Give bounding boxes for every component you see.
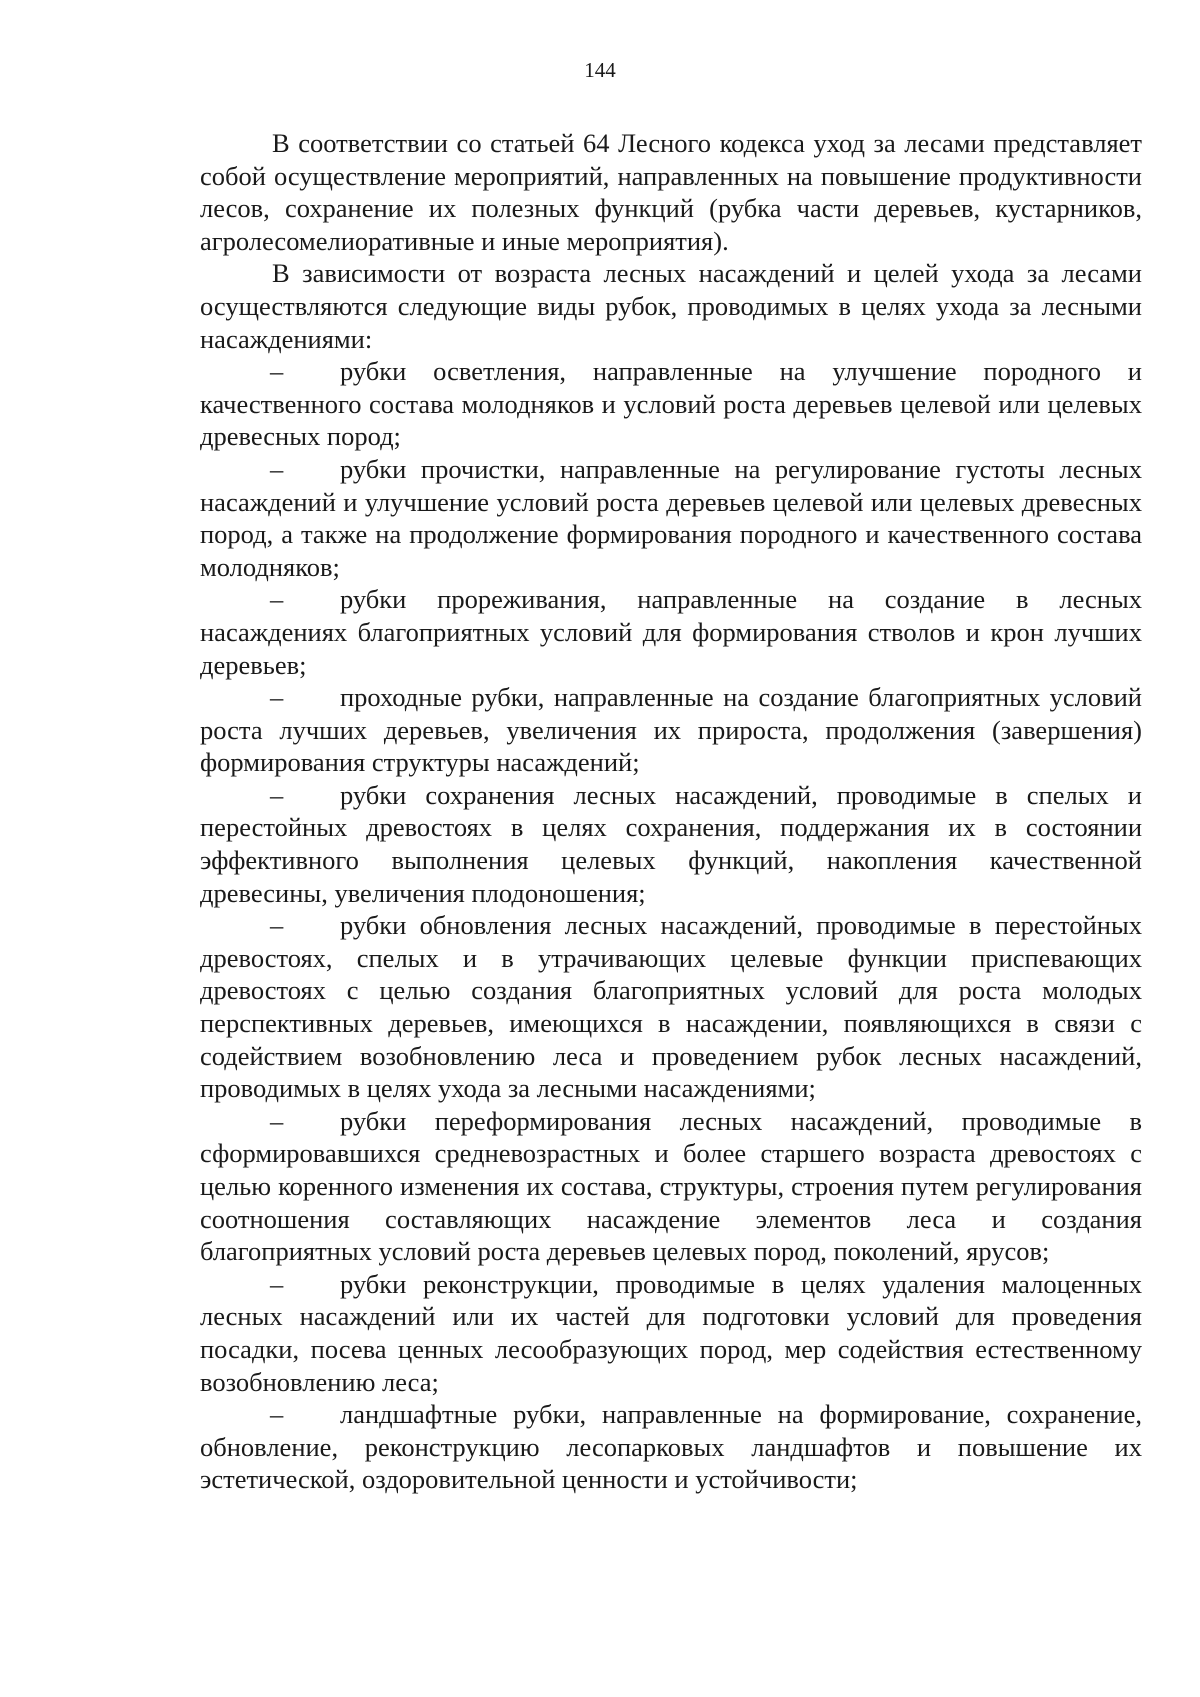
dash-bullet: – <box>270 1399 284 1430</box>
dash-bullet: – <box>270 1268 284 1299</box>
list-item-text: проходные рубки, направленные на создание благоприятных условий роста лучших деревьев, увеличения их прироста, продолжения (завершения) формирования структуры насаждений; <box>200 682 1142 778</box>
dash-bullet: – <box>270 1105 284 1136</box>
list-item-text: рубки прореживания, направленные на создание в лесных насаждениях благоприятных условий для формирования стволов и крон лучших деревьев; <box>200 584 1142 680</box>
list-item <box>200 779 1142 909</box>
list-item-text: ландшафтные рубки, направленные на формирование, сохранение, обновление, реконструкцию лесопарковых ландшафтов и повышение их эстетической, оздоровительной ценности и устойчивости; <box>200 1399 1142 1495</box>
list-item-text: рубки переформирования лесных насаждений, проводимые в сформировавшихся средневозрастных и более старшего возраста древостоях с целью коренного изменения их состава, структуры, строения путем регулирования соотношения составляющих насаждение элементов леса и создания благоприятных условий роста деревьев целевых пород, поколений, ярусов; <box>200 1105 1142 1267</box>
list-item-text: рубки прочистки, направленные на регулирование густоты лесных насаждений и улучшение условий роста деревьев целевой или целевых древесных пород, а также на продолжение формирования породного и качественного состава молодняков; <box>200 453 1142 582</box>
lead-paragraph: В зависимости от возраста лесных насаждений и целей ухода за лесами осуществляются следующие виды рубок, проводимых в целях ухода за лесными насаждениями: <box>200 258 1142 354</box>
list-item-text: рубки осветления, направленные на улучшение породного и качественного состава молодняков и условий роста деревьев целевой или целевых древесных пород; <box>200 356 1142 452</box>
dash-bullet: – <box>270 453 284 484</box>
list-item <box>200 583 1142 681</box>
list-item-text: рубки обновления лесных насаждений, проводимые в перестойных древостоях, спелых и в утрачивающих целевые функции приспевающих древостоях с целью создания благоприятных условий для роста молодых перспективных деревьев, имеющихся в насаждении, появляющихся в связи с содействием возобновлению леса и проведением рубок лесных насаждений, проводимых в целях ухода за лесными насаждениями; <box>200 910 1142 1104</box>
list-item-text: рубки реконструкции, проводимые в целях удаления малоценных лесных насаждений или их частей для подготовки условий для проведения посадки, посева ценных лесообразующих пород, мер содействия естественному возобновлению леса; <box>200 1268 1142 1397</box>
list-item <box>200 355 1142 453</box>
dash-bullet: – <box>270 356 284 387</box>
list-item <box>200 1398 1142 1496</box>
list-item <box>200 681 1142 779</box>
page-number: 144 <box>584 58 616 82</box>
list-item-text: рубки сохранения лесных насаждений, проводимые в спелых и перестойных древостоях в целях сохранения, поддержания их в состоянии эффективного выполнения целевых функций, накопления качественной древесины, увеличения плодоношения; <box>200 779 1142 908</box>
list-item <box>200 1105 1142 1268</box>
dash-bullet: – <box>270 779 284 810</box>
list-item <box>200 909 1142 1105</box>
dash-bullet: – <box>270 910 284 941</box>
list-item <box>200 1268 1142 1398</box>
list-item <box>200 453 1142 583</box>
document-body <box>200 127 1142 1496</box>
dash-bullet: – <box>270 584 284 615</box>
dash-bullet: – <box>270 682 284 713</box>
intro-paragraph: В соответствии со статьей 64 Лесного кодекса уход за лесами представляет собой осуществление мероприятий, направленных на повышение продуктивности лесов, сохранение их полезных функций (рубка части деревьев, кустарников, агролесомелиоративные и иные мероприятия). <box>200 128 1142 256</box>
